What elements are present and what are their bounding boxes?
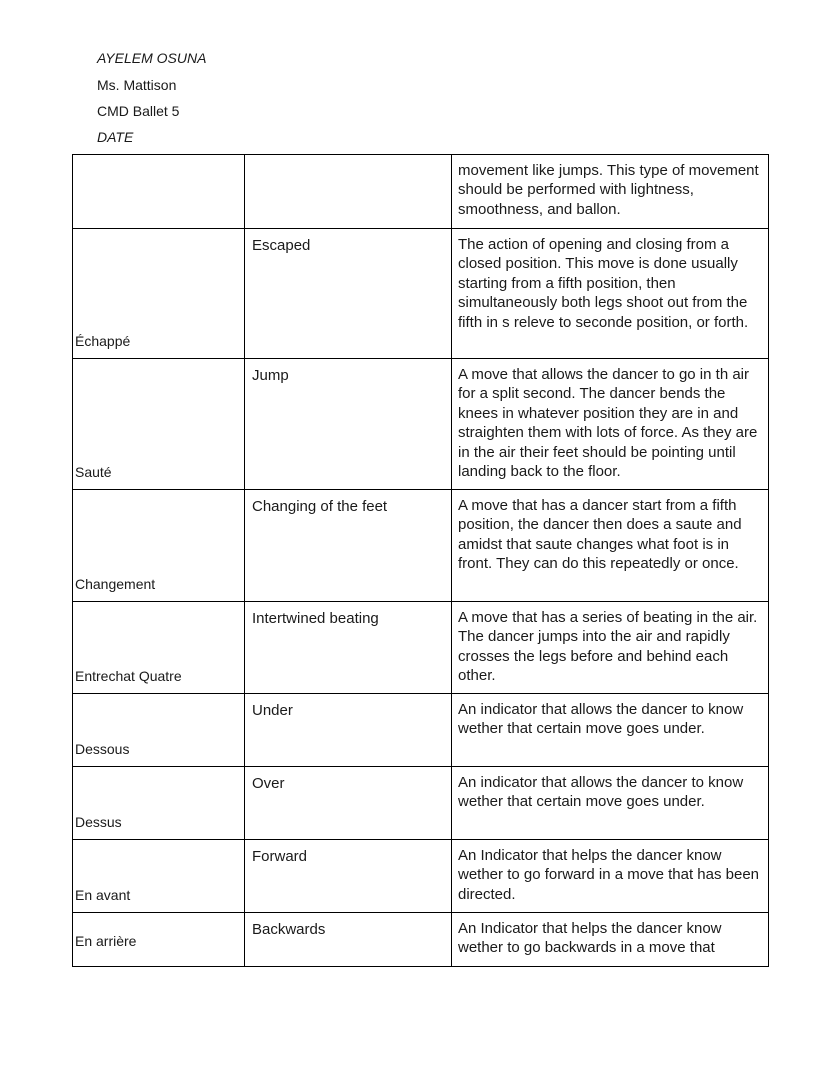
translation-cell: Jump: [245, 359, 452, 490]
definition-cell: The action of opening and closing from a closed position. This move is done usually starting from a fifth position, then simultaneously both legs shoot out from the fifth in s releve to seconde position, or forth.: [452, 229, 769, 359]
term-cell: Dessus: [73, 767, 245, 840]
translation-cell: Escaped: [245, 229, 452, 359]
term-cell: Sauté: [73, 359, 245, 490]
definition-cell: An indicator that allows the dancer to know wether that certain move goes under.: [452, 767, 769, 840]
translation-cell: Over: [245, 767, 452, 840]
table-row: [73, 767, 769, 840]
table-row: [73, 490, 769, 602]
date-field: DATE: [97, 129, 134, 145]
term-cell: En avant: [73, 840, 245, 913]
translation-cell: Intertwined beating: [245, 602, 452, 694]
table-row: [73, 602, 769, 694]
course-name: CMD Ballet 5: [97, 103, 180, 119]
definition-cell: A move that has a dancer start from a fifth position, the dancer then does a saute and amidst that saute changes what foot is in front. They can do this repeatedly or once.: [452, 490, 769, 602]
definition-cell: An Indicator that helps the dancer know wether to go forward in a move that has been directed.: [452, 840, 769, 913]
table-row: [73, 694, 769, 767]
term-cell: En arrière: [73, 913, 245, 967]
student-name: AYELEM OSUNA: [97, 50, 207, 66]
term-cell: Changement: [73, 490, 245, 602]
definition-cell: An Indicator that helps the dancer know wether to go backwards in a move that: [452, 913, 769, 967]
term-cell: [73, 155, 245, 229]
definition-cell: A move that has a series of beating in the air. The dancer jumps into the air and rapidly crosses the legs before and behind each other.: [452, 602, 769, 694]
table-row: [73, 155, 769, 229]
term-cell: Échappé: [73, 229, 245, 359]
translation-cell: Changing of the feet: [245, 490, 452, 602]
table-row: [73, 913, 769, 967]
vocabulary-table: [72, 154, 769, 967]
teacher-name: Ms. Mattison: [97, 77, 177, 93]
table-row: [73, 359, 769, 490]
definition-cell: movement like jumps. This type of movement should be performed with lightness, smoothness, and ballon.: [452, 155, 769, 229]
table-row: [73, 840, 769, 913]
term-cell: Entrechat Quatre: [73, 602, 245, 694]
table-row: [73, 229, 769, 359]
translation-cell: Under: [245, 694, 452, 767]
translation-cell: [245, 155, 452, 229]
definition-cell: A move that allows the dancer to go in th air for a split second. The dancer bends the knees in whatever position they are in and straighten them with lots of force. As they are in the air their feet should be pointing until landing back to the floor.: [452, 359, 769, 490]
term-cell: Dessous: [73, 694, 245, 767]
translation-cell: Forward: [245, 840, 452, 913]
definition-cell: An indicator that allows the dancer to know wether that certain move goes under.: [452, 694, 769, 767]
translation-cell: Backwards: [245, 913, 452, 967]
